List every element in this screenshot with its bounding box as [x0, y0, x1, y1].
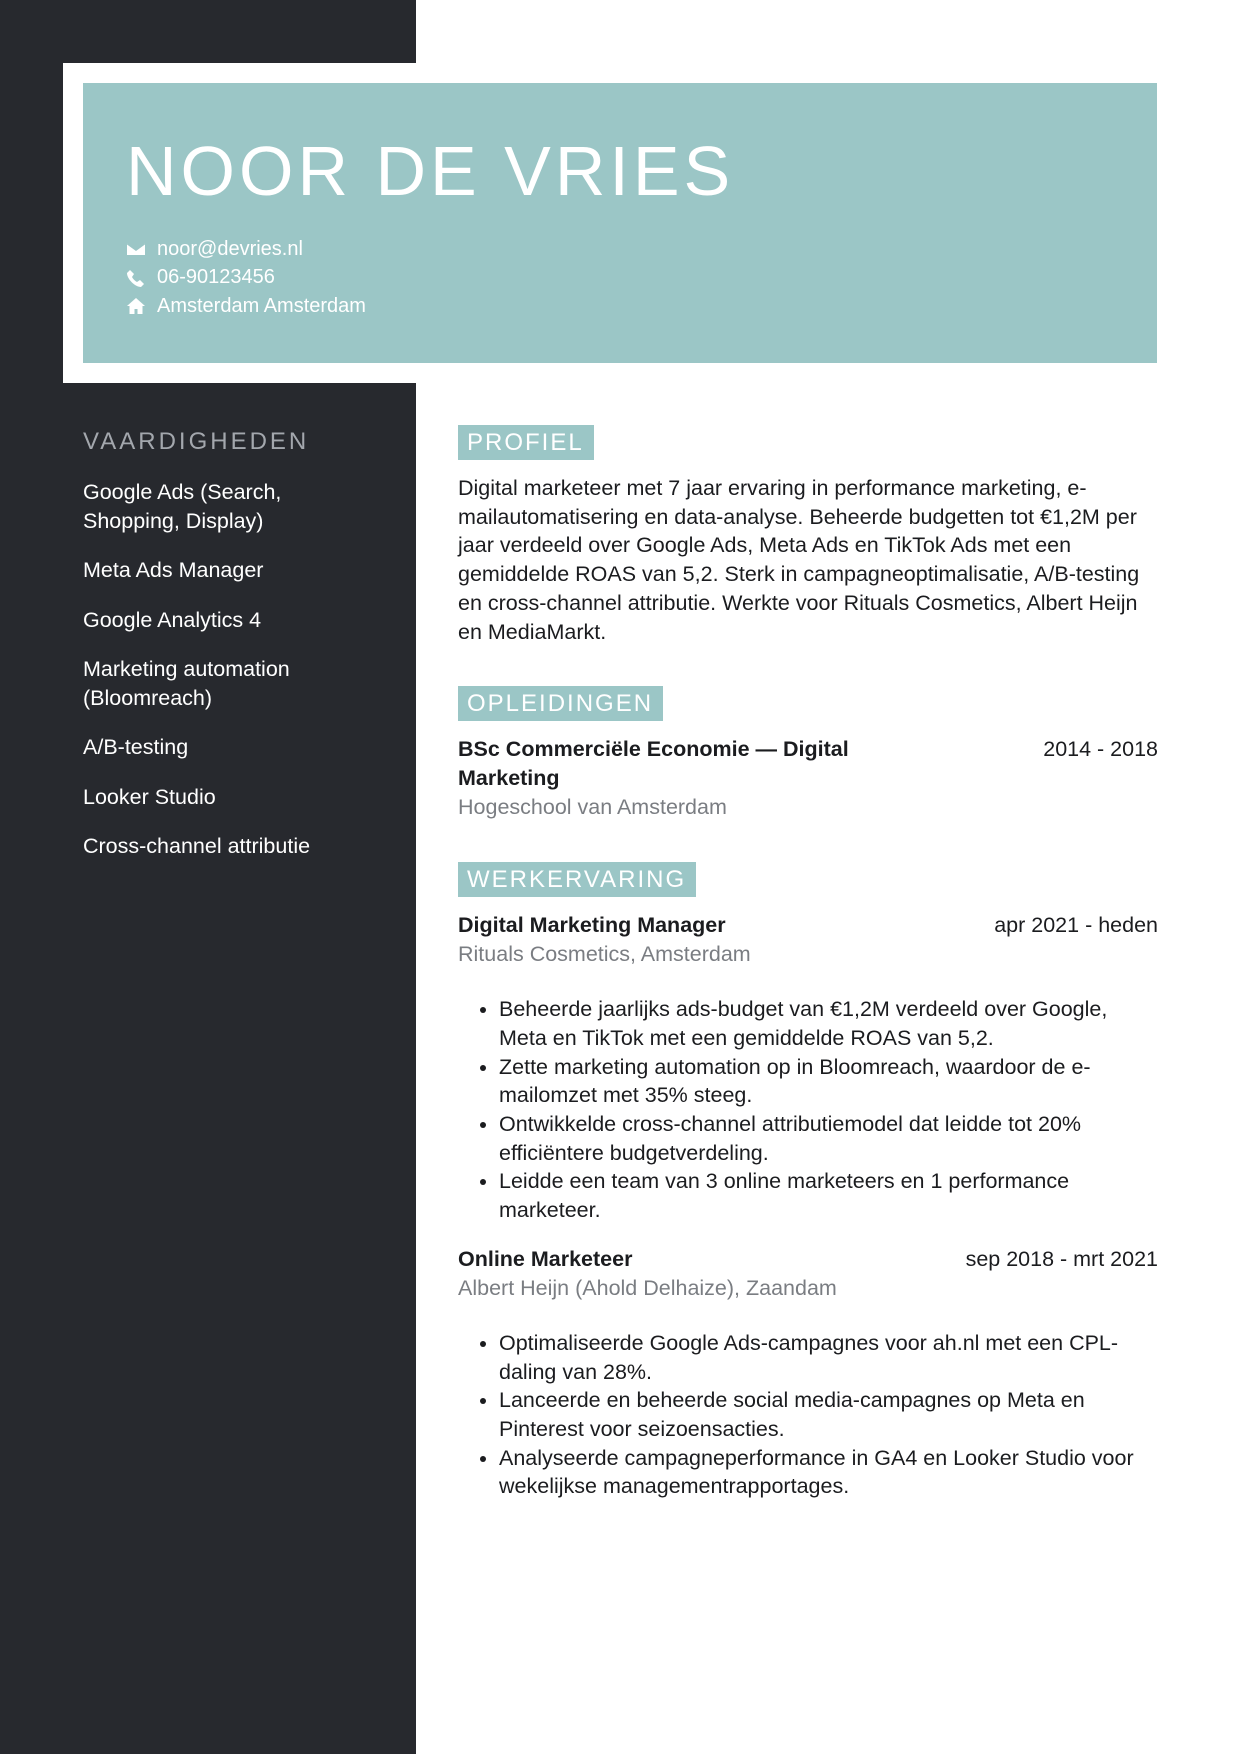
achievement-list — [458, 995, 1158, 1225]
achievement-item: • Leidde een team van 3 online marketeers en 1 performance marketeer. — [499, 1167, 1158, 1224]
contact-address — [125, 292, 366, 321]
experience-heading: WERKERVARING — [458, 862, 696, 897]
education-dates: 2014 - 2018 — [1043, 737, 1158, 762]
skill-item: Cross-channel attributie — [83, 834, 311, 858]
email-text[interactable]: noor@devries.nl — [157, 237, 303, 260]
education-heading: OPLEIDINGEN — [458, 686, 663, 721]
skill-item: Google Analytics 4 — [83, 607, 262, 632]
school-name: Hogeschool van Amsterdam — [458, 795, 727, 820]
skill-item: Google Ads (Search, Shopping, Display) — [83, 480, 282, 533]
achievement-item: • Beheerde jaarlijks ads-budget van €1,2M verdeeld over Google, Meta en TikTok met een gemiddelde ROAS van 5,2. — [499, 995, 1158, 1052]
skills-section — [83, 422, 383, 882]
achievement-item: • Optimaliseerde Google Ads-campagnes voor ah.nl met een CPL-daling van 28%. — [499, 1329, 1158, 1386]
candidate-name: NOOR DE VRIES — [126, 132, 735, 210]
experience-entry-header — [458, 911, 1158, 940]
contact-list — [125, 235, 366, 321]
company-name: Rituals Cosmetics, Amsterdam — [458, 942, 751, 967]
job-dates: apr 2021 - heden — [994, 913, 1158, 938]
phone-text[interactable]: 06-90123456 — [157, 266, 275, 289]
achievement-item: • Lanceerde en beheerde social media-campagnes op Meta en Pinterest voor seizoensacties. — [499, 1386, 1158, 1443]
degree-title: BSc Commerciële Economie — Digital Marketing — [458, 737, 849, 791]
address-text: Amsterdam Amsterdam — [157, 294, 366, 317]
experience-section — [458, 862, 1158, 1501]
education-entry — [458, 735, 1158, 822]
job-title: Digital Marketing Manager — [458, 913, 726, 938]
achievement-item: • Analyseerde campagneperformance in GA4 en Looker Studio voor wekelijkse managementrapportages. — [499, 1444, 1158, 1501]
header-banner — [83, 83, 1157, 363]
profile-heading: PROFIEL — [458, 425, 594, 460]
achievement-list — [458, 1329, 1158, 1501]
profile-text: Digital marketeer met 7 jaar ervaring in performance marketing, e-mailautomatisering en data-analyse. Beheerde budgetten tot €1,2M per jaar verdeeld over Google Ads, Meta Ads en TikTok Ads met een gemiddelde ROAS van 5,2. Sterk in campagneoptimalisatie, A/B-testing en cross-channel attributie. Werkte voor Rituals Cosmetics, Albert Heijn en MediaMarkt. — [458, 476, 1140, 644]
contact-phone — [125, 264, 366, 293]
envelope-icon — [125, 238, 147, 260]
experience-entry-header — [458, 1245, 1158, 1274]
skills-list — [83, 478, 383, 861]
skill-item: Meta Ads Manager — [83, 558, 264, 582]
skill-item: A/B-testing — [83, 735, 189, 759]
main-content — [458, 425, 1158, 1501]
education-section — [458, 686, 1158, 822]
experience-entry — [458, 911, 1158, 1225]
skill-item: Looker Studio — [83, 784, 216, 809]
job-title: Online Marketeer — [458, 1246, 633, 1271]
home-icon — [125, 295, 147, 317]
profile-section — [458, 425, 1158, 646]
achievement-item: • Ontwikkelde cross-channel attributiemodel dat leidde tot 20% efficiëntere budgetverdeling. — [499, 1110, 1158, 1167]
achievement-item: • Zette marketing automation op in Bloomreach, waardoor de e-mailomzet met 35% steeg. — [499, 1053, 1158, 1110]
experience-entry — [458, 1245, 1158, 1501]
company-name: Albert Heijn (Ahold Delhaize), Zaandam — [458, 1275, 837, 1300]
skill-item: Marketing automation (Bloomreach) — [83, 657, 290, 710]
phone-icon — [125, 267, 147, 289]
job-dates: sep 2018 - mrt 2021 — [965, 1246, 1158, 1271]
skills-heading: VAARDIGHEDEN — [83, 428, 310, 455]
contact-email — [125, 235, 366, 264]
education-entry-header — [458, 735, 1158, 793]
